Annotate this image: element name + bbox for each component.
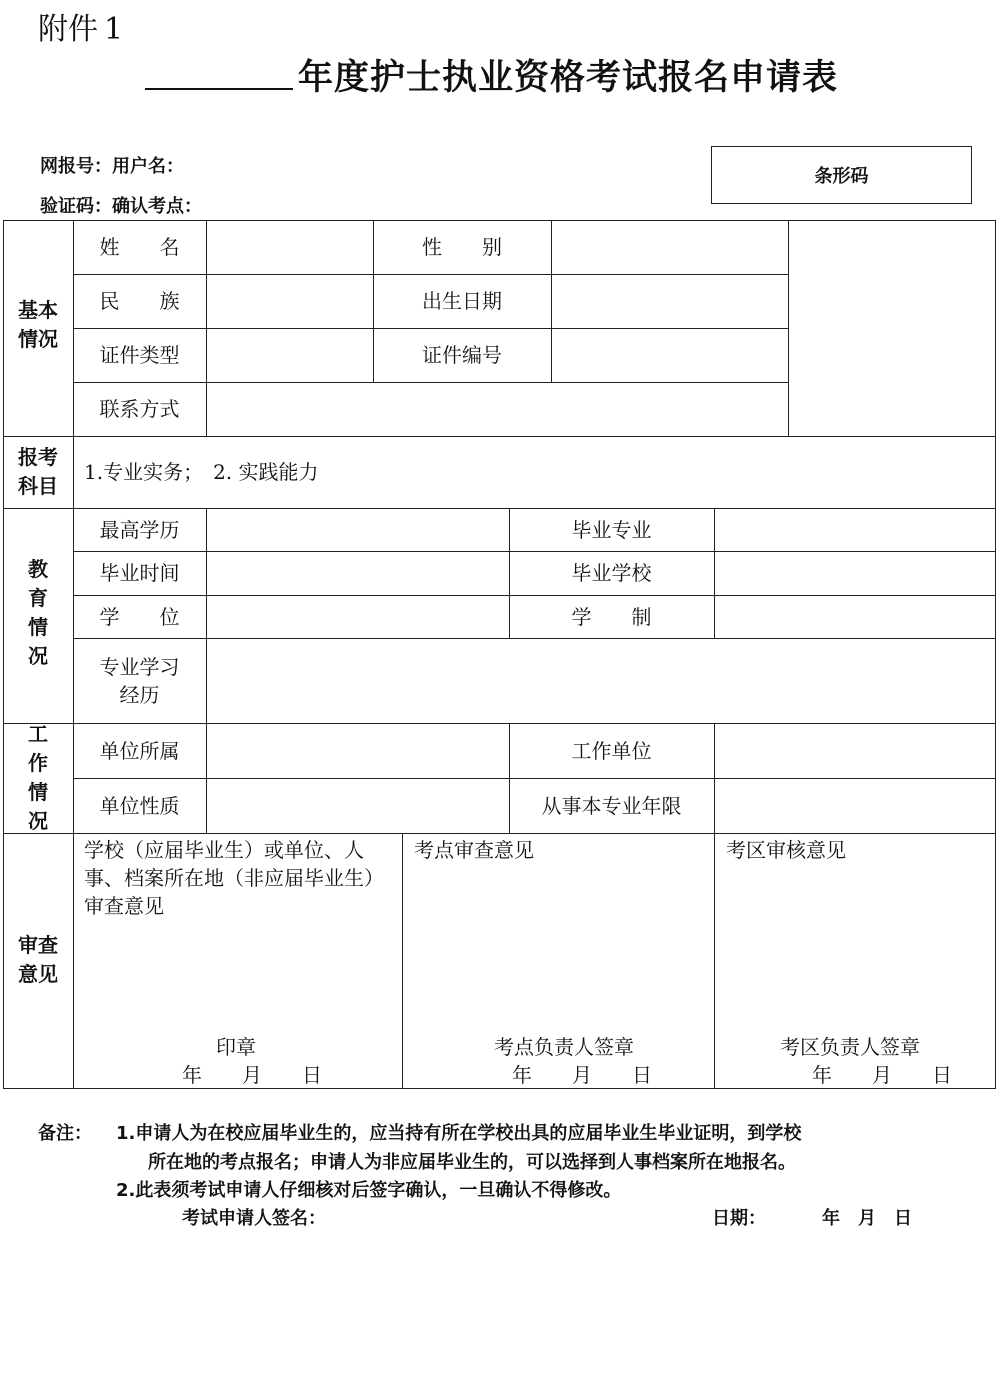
site-sign-label: 考点负责人签章 — [494, 1035, 634, 1059]
notes-label: 备注： — [38, 1123, 92, 1144]
input-ethnicity[interactable] — [206, 274, 373, 328]
note-1-line-1: 1.申请人为在校应届毕业生的，应当持有所在学校出具的应届毕业生毕业证明，到学校 — [116, 1123, 802, 1144]
applicant-signature-label: 考试申请人签名： — [182, 1208, 326, 1229]
label-program-length: 学 制 — [571, 604, 652, 629]
label-school: 毕业学校 — [571, 561, 652, 585]
input-unit-nature[interactable] — [206, 778, 509, 833]
input-degree[interactable] — [206, 595, 509, 638]
section-education: 教 育 情 况 — [28, 557, 48, 668]
label-major: 毕业专业 — [571, 517, 652, 542]
site-date: 年 月 日 — [512, 1063, 652, 1087]
input-id-type[interactable] — [206, 328, 373, 382]
label-employer: 工作单位 — [571, 738, 652, 763]
label-id-number: 证件编号 — [422, 343, 502, 367]
input-name[interactable] — [206, 220, 373, 274]
seal-label: 印章 — [216, 1035, 256, 1059]
note-1-line-2: 所在地的考点报名；申请人为非应届毕业生的，可以选择到人事档案所在地报名。 — [148, 1152, 796, 1173]
section-basic: 基本 情况 — [18, 298, 58, 351]
school-date: 年 月 日 — [182, 1063, 322, 1087]
label-name: 姓 名 — [99, 235, 180, 259]
input-school[interactable] — [714, 551, 995, 595]
section-review: 审查 意见 — [18, 933, 58, 986]
district-date: 年 月 日 — [812, 1063, 952, 1087]
label-highest-degree: 最高学历 — [99, 517, 180, 542]
date-value: 年 月 日 — [822, 1208, 912, 1229]
label-birthdate: 出生日期 — [422, 289, 502, 313]
label-contact: 联系方式 — [99, 397, 180, 421]
label-ethnicity: 民 族 — [99, 289, 180, 313]
input-study-history[interactable] — [206, 638, 995, 723]
photo-area[interactable] — [788, 220, 995, 436]
input-major[interactable] — [714, 508, 995, 551]
input-gender[interactable] — [551, 220, 788, 274]
school-opinion-label: 学校（应届毕业生）或单位、人事、档案所在地（非应届毕业生）审查意见 — [84, 838, 384, 918]
label-study-history: 专业学习 经历 — [99, 654, 180, 707]
meta-line-2: 验证码：确认考点： — [40, 196, 202, 217]
district-sign-label: 考区负责人签章 — [780, 1035, 920, 1059]
label-affiliation: 单位所属 — [99, 738, 180, 763]
input-id-number[interactable] — [551, 328, 788, 382]
page-title: 年度护士执业资格考试报名申请表 — [298, 58, 839, 98]
label-unit-nature: 单位性质 — [99, 793, 180, 818]
note-2: 2.此表须考试申请人仔细核对后签字确认，一旦确认不得修改。 — [116, 1180, 622, 1201]
subject-content: 1.专业实务； 2. 实践能力 — [84, 460, 319, 484]
input-program-length[interactable] — [714, 595, 995, 638]
label-grad-time: 毕业时间 — [99, 561, 180, 585]
input-affiliation[interactable] — [206, 723, 509, 778]
label-degree: 学 位 — [99, 604, 180, 629]
meta-line-1: 网报号：用户名： — [40, 156, 184, 177]
year-blank-line — [145, 88, 293, 90]
input-birthdate[interactable] — [551, 274, 788, 328]
barcode-box: 条形码 — [711, 146, 972, 204]
site-opinion-label: 考点审查意见 — [414, 838, 534, 862]
label-gender: 性 别 — [422, 235, 502, 259]
input-contact[interactable] — [206, 382, 788, 436]
input-highest-degree[interactable] — [206, 508, 509, 551]
date-label: 日期： — [712, 1208, 766, 1229]
attachment-label: 附件 1 — [38, 12, 124, 47]
input-employer[interactable] — [714, 723, 995, 778]
input-years-in-field[interactable] — [714, 778, 995, 833]
input-grad-time[interactable] — [206, 551, 509, 595]
label-years-in-field: 从事本专业年限 — [541, 793, 682, 818]
section-work: 工 作 情 况 — [28, 722, 48, 833]
district-opinion-label: 考区审核意见 — [726, 838, 846, 862]
section-subject: 报考 科目 — [18, 445, 58, 498]
label-id-type: 证件类型 — [99, 343, 180, 367]
